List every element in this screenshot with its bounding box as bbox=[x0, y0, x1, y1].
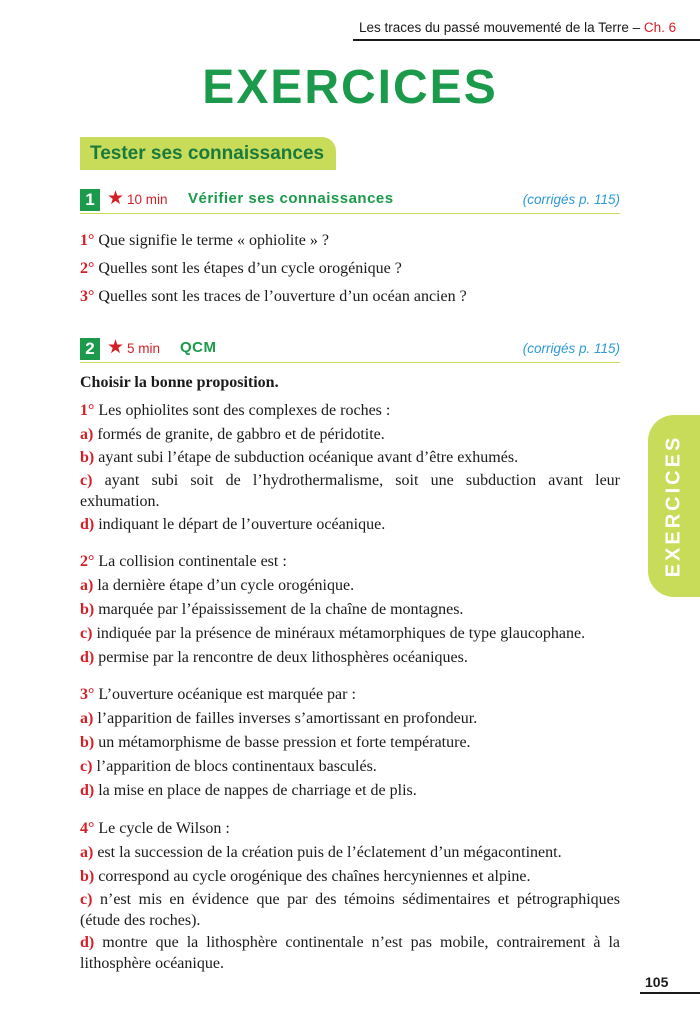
chapter-title: Les traces du passé mouvementé de la Terre – bbox=[359, 20, 644, 35]
exercise-2-title: QCM bbox=[180, 339, 217, 356]
ex2-question-3: 3° L’ouverture océanique est marquée par : bbox=[80, 686, 356, 703]
side-tab-label: EXERCICES bbox=[662, 434, 685, 578]
ex2-q1-option-d: d) indiquant le départ de l’ouverture océanique. bbox=[80, 516, 386, 533]
ex2-q3-option-a: a) l’apparition de failles inverses s’amortissant en profondeur. bbox=[80, 710, 478, 727]
ex2-q4-option-a: a) est la succession de la création puis de l’éclatement d’un mégacontinent. bbox=[80, 844, 562, 861]
page-number: 105 bbox=[645, 974, 669, 990]
ex2-q2-option-b: b) marquée par l’épaississement de la chaîne de montagnes. bbox=[80, 601, 464, 618]
page-number-rule bbox=[640, 992, 700, 994]
ex2-q2-option-a: a) la dernière étape d’un cycle orogénique. bbox=[80, 577, 355, 594]
ex2-question-1: 1° Les ophiolites sont des complexes de roches : bbox=[80, 402, 391, 419]
ex1-question-1: 1° Que signifie le terme « ophiolite » ? bbox=[80, 232, 330, 249]
ex2-question-4: 4° Le cycle de Wilson : bbox=[80, 820, 230, 837]
exercise-1-corriges: (corrigés p. 115) bbox=[522, 192, 620, 207]
ex1-question-2: 2° Quelles sont les étapes d’un cycle orogénique ? bbox=[80, 260, 402, 277]
section-title: Tester ses connaissances bbox=[80, 137, 336, 170]
running-header bbox=[353, 20, 700, 35]
ex2-instruction: Choisir la bonne proposition. bbox=[80, 374, 279, 391]
difficulty-star-icon: ★ bbox=[107, 336, 125, 358]
header-rule bbox=[353, 39, 700, 41]
exercise-2-rule bbox=[80, 362, 620, 364]
exercise-1-rule bbox=[80, 213, 620, 215]
exercise-2-header bbox=[80, 338, 620, 360]
ex2-q3-option-c: c) l’apparition de blocs continentaux basculés. bbox=[80, 758, 377, 775]
ex1-question-3: 3° Quelles sont les traces de l’ouverture d’un océan ancien ? bbox=[80, 288, 467, 305]
exercise-1-number: 1 bbox=[80, 189, 100, 211]
ex2-q1-option-c: c) ayant subi soit de l’hydrothermalisme, soit une subduction avant leur exhumation. bbox=[80, 472, 620, 510]
ex2-q4-option-c: c) n’est mis en évidence que par des témoins sédimentaires et pétrographiques (étude des roches). bbox=[80, 891, 620, 929]
ex2-q3-option-b: b) un métamorphisme de basse pression et forte température. bbox=[80, 734, 471, 751]
ex2-q1-option-a: a) formés de granite, de gabbro et de péridotite. bbox=[80, 426, 385, 443]
chapter-ref: Ch. 6 bbox=[643, 20, 677, 35]
page-title: EXERCICES bbox=[202, 61, 498, 114]
ex2-q4-option-d: d) montre que la lithosphère continentale n’est pas mobile, contrairement à la lithosphère océanique. bbox=[80, 934, 620, 972]
ex2-q3-option-d: d) la mise en place de nappes de charriage et de plis. bbox=[80, 782, 417, 799]
exercise-2-corriges: (corrigés p. 115) bbox=[522, 341, 620, 356]
ex2-q1-option-b: b) ayant subi l’étape de subduction océanique avant d’être exhumés. bbox=[80, 449, 519, 466]
exercise-1-header bbox=[80, 189, 620, 211]
ex2-question-2: 2° La collision continentale est : bbox=[80, 553, 287, 570]
ex2-q2-option-d: d) permise par la rencontre de deux lithosphères océaniques. bbox=[80, 649, 468, 666]
side-tab-exercices bbox=[648, 415, 700, 597]
ex2-q4-option-b: b) correspond au cycle orogénique des chaînes hercyniennes et alpine. bbox=[80, 868, 531, 885]
exercise-2-time: 5 min bbox=[127, 341, 161, 356]
exercise-2-number: 2 bbox=[80, 338, 100, 360]
exercise-1-title: Vérifier ses connaissances bbox=[188, 190, 394, 207]
difficulty-star-icon: ★ bbox=[107, 187, 125, 209]
ex2-q2-option-c: c) indiquée par la présence de minéraux métamorphiques de type glaucophane. bbox=[80, 625, 586, 642]
exercise-1-time: 10 min bbox=[127, 192, 168, 207]
